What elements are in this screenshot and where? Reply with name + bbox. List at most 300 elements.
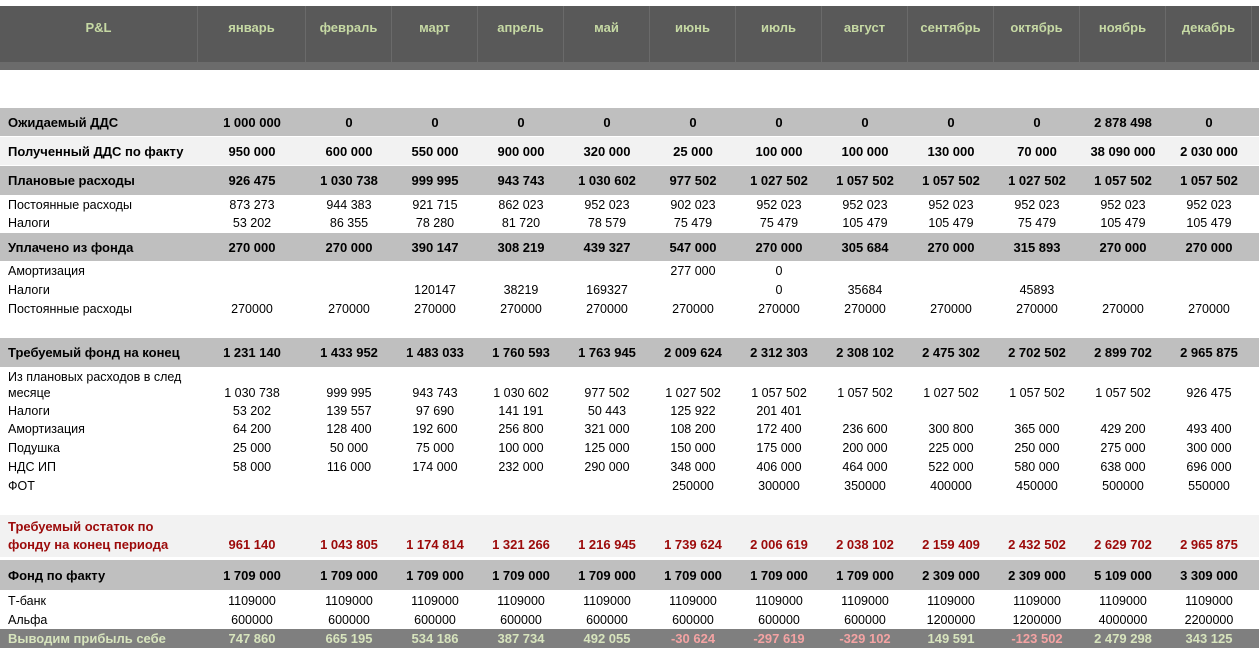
value-cell[interactable]: 300 000 (1186, 441, 1232, 455)
value-cell[interactable]: 97 690 (415, 403, 455, 418)
value-cell[interactable]: 600000 (231, 613, 273, 627)
value-cell[interactable]: 952 023 (584, 198, 630, 212)
month-header-12[interactable]: декабрь (1166, 6, 1252, 62)
value-cell[interactable]: 1109000 (1099, 594, 1147, 608)
value-cell[interactable]: 315 893 (1013, 239, 1061, 255)
value-cell[interactable]: 201 401 (756, 403, 802, 418)
value-cell[interactable]: 105 479 (1186, 216, 1232, 230)
value-cell[interactable]: 464 000 (842, 460, 888, 474)
row-label[interactable]: НДС ИП (8, 460, 56, 474)
value-cell[interactable]: 1 057 502 (922, 173, 980, 188)
table-row (0, 402, 1259, 419)
value-cell[interactable]: 1 709 000 (750, 567, 808, 583)
value-cell[interactable]: 0 (1205, 114, 1213, 130)
value-cell[interactable]: 130 000 (927, 143, 975, 159)
value-cell[interactable] (822, 402, 908, 419)
value-cell[interactable]: -329 102 (839, 631, 891, 646)
value-cell[interactable]: 2 432 502 (1008, 536, 1066, 552)
value-cell[interactable]: 169327 (586, 283, 628, 297)
value-cell[interactable]: 348 000 (670, 460, 716, 474)
value-cell[interactable]: 0 (689, 114, 697, 130)
value-cell[interactable]: 78 579 (587, 216, 627, 230)
value-cell[interactable]: 439 327 (583, 239, 631, 255)
value-cell[interactable]: 270000 (1188, 302, 1230, 316)
value-cell[interactable]: 2 309 000 (922, 567, 980, 583)
value-cell[interactable]: 139 557 (326, 403, 372, 418)
value-cell[interactable]: 1 027 502 (665, 386, 721, 400)
value-cell[interactable]: 275 000 (1100, 441, 1146, 455)
value-cell[interactable]: 2 030 000 (1180, 143, 1238, 159)
table-row (0, 629, 1259, 648)
value-cell[interactable]: 1109000 (497, 594, 545, 608)
value-cell[interactable]: 429 200 (1100, 422, 1146, 436)
value-cell[interactable]: 600000 (758, 613, 800, 627)
value-cell[interactable]: 952 023 (756, 198, 802, 212)
value-cell[interactable]: 926 475 (1186, 386, 1232, 400)
month-header-6[interactable]: июнь (650, 6, 736, 62)
value-cell[interactable]: 270000 (328, 302, 370, 316)
value-cell[interactable]: 172 400 (756, 422, 802, 436)
value-cell[interactable]: 944 383 (326, 198, 372, 212)
value-cell[interactable]: 950 000 (228, 143, 276, 159)
value-cell[interactable]: 450000 (1016, 479, 1058, 493)
value-cell[interactable]: 2 038 102 (836, 536, 894, 552)
value-cell[interactable]: 116 000 (326, 460, 372, 474)
value-cell[interactable] (198, 477, 306, 495)
table-row (0, 420, 1259, 438)
row-label[interactable]: Т-банк (8, 594, 46, 608)
value-cell[interactable]: 270000 (1016, 302, 1058, 316)
value-cell[interactable]: 1 057 502 (836, 173, 894, 188)
value-cell[interactable]: 2 475 302 (922, 345, 980, 360)
value-cell[interactable]: 873 273 (229, 198, 275, 212)
value-cell[interactable] (564, 262, 650, 280)
value-cell[interactable]: 232 000 (498, 460, 544, 474)
value-cell[interactable]: 547 000 (669, 239, 717, 255)
row-label[interactable]: Налоги (8, 216, 50, 230)
value-cell[interactable]: 1 057 502 (1009, 386, 1065, 400)
value-cell[interactable]: 0 (345, 114, 353, 130)
row-label[interactable]: Фонд по факту (8, 567, 106, 583)
value-cell[interactable]: 128 400 (326, 422, 372, 436)
value-cell[interactable]: 1 763 945 (578, 345, 636, 360)
value-cell[interactable]: 943 743 (497, 173, 545, 188)
value-cell[interactable]: 1109000 (228, 594, 276, 608)
value-cell[interactable]: 1 709 000 (406, 567, 464, 583)
value-cell[interactable]: 400000 (930, 479, 972, 493)
value-cell[interactable] (908, 262, 994, 280)
value-cell[interactable]: 2 702 502 (1008, 345, 1066, 360)
value-cell[interactable]: 926 475 (228, 173, 276, 188)
value-cell[interactable]: 2 899 702 (1094, 345, 1152, 360)
value-cell[interactable]: 977 502 (584, 386, 630, 400)
table-row (0, 338, 1259, 367)
value-cell[interactable]: 100 000 (498, 441, 544, 455)
value-cell[interactable]: 665 195 (325, 631, 373, 646)
value-cell[interactable]: 2 965 875 (1180, 536, 1238, 552)
row-label[interactable]: Требуемый фонд на конец (8, 345, 180, 360)
value-cell[interactable] (306, 262, 392, 280)
value-cell[interactable]: 600000 (414, 613, 456, 627)
value-cell[interactable]: 1 433 952 (320, 345, 378, 360)
value-cell[interactable]: 100 000 (755, 143, 803, 159)
value-cell[interactable]: 1 760 593 (492, 345, 550, 360)
value-cell[interactable]: 225 000 (928, 441, 974, 455)
value-cell[interactable]: 0 (861, 114, 869, 130)
value-cell[interactable]: 1200000 (1012, 613, 1062, 627)
value-cell[interactable]: 1109000 (1185, 594, 1233, 608)
value-cell[interactable]: 256 800 (498, 422, 544, 436)
value-cell[interactable]: 290 000 (584, 460, 630, 474)
value-cell[interactable]: 35684 (847, 283, 883, 297)
value-cell[interactable]: 0 (517, 114, 525, 130)
row-label[interactable]: Постоянные расходы (8, 198, 132, 212)
value-cell[interactable] (650, 281, 736, 299)
value-cell[interactable]: 1 709 000 (492, 567, 550, 583)
value-cell[interactable]: 58 000 (232, 460, 272, 474)
value-cell[interactable]: 1 057 502 (1180, 173, 1238, 188)
value-cell[interactable]: 600000 (672, 613, 714, 627)
value-cell[interactable]: 308 219 (497, 239, 545, 255)
value-cell[interactable]: 270000 (758, 302, 800, 316)
value-cell[interactable]: 1 043 805 (320, 536, 378, 552)
value-cell[interactable]: 108 200 (670, 422, 716, 436)
value-cell[interactable]: 902 023 (670, 198, 716, 212)
value-cell[interactable]: 81 720 (501, 216, 541, 230)
value-cell[interactable]: 350000 (844, 479, 886, 493)
value-cell[interactable]: 2200000 (1184, 613, 1234, 627)
value-cell[interactable]: 1200000 (926, 613, 976, 627)
value-cell[interactable]: 45893 (1019, 283, 1055, 297)
value-cell[interactable] (392, 262, 478, 280)
value-cell[interactable]: 2 309 000 (1008, 567, 1066, 583)
value-cell[interactable]: 2 009 624 (664, 345, 722, 360)
value-cell[interactable]: 1 709 000 (320, 567, 378, 583)
value-cell[interactable] (1080, 402, 1166, 419)
value-cell[interactable]: 141 191 (498, 403, 544, 418)
value-cell[interactable] (822, 262, 908, 280)
row-label[interactable]: Амортизация (8, 264, 85, 278)
value-cell[interactable]: 1109000 (325, 594, 373, 608)
table-row (0, 233, 1259, 261)
value-cell[interactable]: 390 147 (411, 239, 459, 255)
value-cell[interactable]: 1 709 000 (664, 567, 722, 583)
value-cell[interactable]: 105 479 (1100, 216, 1146, 230)
value-cell[interactable]: 270000 (500, 302, 542, 316)
month-header-5[interactable]: май (564, 6, 650, 62)
table-row (0, 368, 1259, 401)
value-cell[interactable]: -297 619 (753, 631, 805, 646)
value-cell[interactable]: -30 624 (670, 631, 716, 646)
value-cell[interactable]: 64 200 (232, 422, 272, 436)
value-cell[interactable]: 86 355 (329, 216, 369, 230)
header-separator (0, 62, 1259, 70)
value-cell[interactable]: 100 000 (841, 143, 889, 159)
value-cell[interactable] (1166, 281, 1252, 299)
value-cell[interactable]: 580 000 (1014, 460, 1060, 474)
value-cell[interactable]: 2 006 619 (750, 536, 808, 552)
value-cell[interactable]: 1 057 502 (1095, 386, 1151, 400)
value-cell[interactable]: 492 055 (583, 631, 631, 646)
value-cell[interactable]: 943 743 (412, 386, 458, 400)
row-label[interactable]: Налоги (8, 403, 50, 418)
value-cell[interactable]: 270000 (414, 302, 456, 316)
value-cell[interactable]: 75 479 (759, 216, 799, 230)
month-header-9[interactable]: сентябрь (908, 6, 994, 62)
value-cell[interactable]: 270000 (231, 302, 273, 316)
value-cell[interactable]: 125 000 (584, 441, 630, 455)
value-cell[interactable] (994, 262, 1080, 280)
value-cell[interactable]: 1 057 502 (751, 386, 807, 400)
value-cell[interactable]: 1 057 502 (1094, 173, 1152, 188)
row-label[interactable]: Ожидаемый ДДС (8, 114, 119, 130)
value-cell[interactable]: 320 000 (583, 143, 631, 159)
value-cell[interactable] (994, 402, 1080, 419)
value-cell[interactable]: 2 159 409 (922, 536, 980, 552)
value-cell[interactable]: 53 202 (232, 403, 272, 418)
value-cell[interactable]: 270 000 (1099, 239, 1147, 255)
value-cell[interactable]: 900 000 (497, 143, 545, 159)
value-cell[interactable]: 250000 (672, 479, 714, 493)
value-cell[interactable] (306, 281, 392, 299)
value-cell[interactable]: 0 (1033, 114, 1041, 130)
value-cell[interactable]: 952 023 (928, 198, 974, 212)
value-cell[interactable]: 1109000 (669, 594, 717, 608)
row-label[interactable]: ФОТ (8, 479, 35, 493)
value-cell[interactable]: 921 715 (412, 198, 458, 212)
value-cell[interactable] (198, 281, 306, 299)
table-row (0, 281, 1259, 299)
value-cell[interactable]: 1 709 000 (223, 567, 281, 583)
value-cell[interactable]: 105 479 (842, 216, 888, 230)
value-cell[interactable]: 600 000 (325, 143, 373, 159)
value-cell[interactable]: 2 312 303 (750, 345, 808, 360)
month-header-11[interactable]: ноябрь (1080, 6, 1166, 62)
value-cell[interactable] (908, 402, 994, 419)
value-cell[interactable]: 1109000 (583, 594, 631, 608)
value-cell[interactable]: 270 000 (325, 239, 373, 255)
value-cell[interactable]: 75 000 (415, 441, 455, 455)
value-cell[interactable]: 25 000 (673, 143, 713, 159)
value-cell[interactable]: 862 023 (498, 198, 544, 212)
value-cell[interactable]: 270000 (586, 302, 628, 316)
value-cell[interactable]: 1 030 602 (493, 386, 549, 400)
value-cell[interactable]: 387 734 (497, 631, 545, 646)
value-cell[interactable]: 1 027 502 (750, 173, 808, 188)
value-cell[interactable]: 270000 (930, 302, 972, 316)
value-cell[interactable]: 500000 (1102, 479, 1144, 493)
value-cell[interactable]: 1 231 140 (223, 345, 281, 360)
table-row (0, 439, 1259, 457)
row-label[interactable]: Полученный ДДС по факту (8, 143, 184, 159)
value-cell[interactable]: 961 140 (228, 536, 276, 552)
value-cell[interactable]: 149 591 (927, 631, 975, 646)
value-cell[interactable] (478, 477, 564, 495)
value-cell[interactable]: 125 922 (670, 403, 716, 418)
row-label[interactable]: Уплачено из фонда (8, 239, 134, 255)
month-header-2[interactable]: февраль (306, 6, 392, 62)
value-cell[interactable]: 1 483 033 (406, 345, 464, 360)
value-cell[interactable]: 5 109 000 (1094, 567, 1152, 583)
value-cell[interactable]: 600000 (844, 613, 886, 627)
value-cell[interactable]: 50 000 (329, 441, 369, 455)
value-cell[interactable]: 70 000 (1017, 143, 1057, 159)
value-cell[interactable]: 50 443 (587, 403, 627, 418)
value-cell[interactable]: 3 309 000 (1180, 567, 1238, 583)
value-cell[interactable]: 550 000 (411, 143, 459, 159)
value-cell[interactable]: 952 023 (1100, 198, 1146, 212)
table-row (0, 300, 1259, 318)
value-cell[interactable]: 200 000 (842, 441, 888, 455)
table-row (0, 458, 1259, 476)
value-cell[interactable]: 600000 (500, 613, 542, 627)
value-cell[interactable]: 105 479 (928, 216, 974, 230)
value-cell[interactable]: 2 629 702 (1094, 536, 1152, 552)
value-cell[interactable]: 270 000 (755, 239, 803, 255)
value-cell[interactable]: 534 186 (411, 631, 459, 646)
value-cell[interactable] (478, 262, 564, 280)
value-cell[interactable]: 270 000 (1185, 239, 1233, 255)
value-cell[interactable]: 1109000 (411, 594, 459, 608)
value-cell[interactable]: 270 000 (228, 239, 276, 255)
value-cell[interactable]: 38219 (503, 283, 539, 297)
value-cell[interactable]: 638 000 (1100, 460, 1146, 474)
value-cell[interactable]: 1 216 945 (578, 536, 636, 552)
value-cell[interactable]: 305 684 (841, 239, 889, 255)
row-label[interactable]: Выводим прибыль себе (8, 631, 166, 646)
row-label[interactable]: Подушка (8, 441, 60, 455)
value-cell[interactable]: 1 709 000 (836, 567, 894, 583)
value-cell[interactable]: 270000 (672, 302, 714, 316)
value-cell[interactable]: 321 000 (584, 422, 630, 436)
value-cell[interactable]: 550000 (1188, 479, 1230, 493)
value-cell[interactable]: 2 308 102 (836, 345, 894, 360)
value-cell[interactable]: 999 995 (326, 386, 372, 400)
value-cell[interactable]: 406 000 (756, 460, 802, 474)
month-header-1[interactable]: январь (198, 6, 306, 62)
value-cell[interactable]: 270000 (844, 302, 886, 316)
value-cell[interactable]: 365 000 (1014, 422, 1060, 436)
value-cell[interactable]: 696 000 (1186, 460, 1232, 474)
value-cell[interactable]: 1 030 602 (578, 173, 636, 188)
value-cell[interactable]: 300000 (758, 479, 800, 493)
value-cell[interactable] (1166, 262, 1252, 280)
value-cell[interactable]: 120147 (414, 283, 456, 297)
value-cell[interactable]: 0 (603, 114, 611, 130)
value-cell[interactable] (198, 262, 306, 280)
value-cell[interactable]: 0 (775, 283, 783, 297)
value-cell[interactable]: 1109000 (927, 594, 975, 608)
value-cell[interactable]: 2 878 498 (1094, 114, 1152, 130)
value-cell[interactable]: 1 030 738 (320, 173, 378, 188)
value-cell[interactable]: 236 600 (842, 422, 888, 436)
value-cell[interactable]: 522 000 (928, 460, 974, 474)
value-cell[interactable]: 174 000 (412, 460, 458, 474)
value-cell[interactable]: 1 030 738 (224, 386, 280, 400)
pnl-title-cell[interactable]: P&L (0, 6, 198, 62)
value-cell[interactable]: 78 280 (415, 216, 455, 230)
value-cell[interactable]: 1 174 814 (406, 536, 464, 552)
value-cell[interactable]: 1109000 (755, 594, 803, 608)
value-cell[interactable]: -123 502 (1011, 631, 1063, 646)
value-cell[interactable]: 952 023 (842, 198, 888, 212)
value-cell[interactable]: 4000000 (1098, 613, 1148, 627)
value-cell[interactable]: 600000 (328, 613, 370, 627)
table-row (0, 137, 1259, 165)
value-cell[interactable]: 1 057 502 (837, 386, 893, 400)
value-cell[interactable] (564, 477, 650, 495)
table-row (0, 611, 1259, 629)
value-cell[interactable] (908, 281, 994, 299)
value-cell[interactable]: 1 739 624 (664, 536, 722, 552)
value-cell[interactable] (392, 477, 478, 495)
value-cell[interactable]: 999 995 (411, 173, 459, 188)
row-label[interactable]: Амортизация (8, 422, 85, 436)
value-cell[interactable]: 600000 (586, 613, 628, 627)
value-cell[interactable]: 977 502 (669, 173, 717, 188)
row-label[interactable]: Из плановых расходов в след месяце (8, 369, 182, 400)
month-header-3[interactable]: март (392, 6, 478, 62)
row-label[interactable]: Требуемый остаток по фонду на конец периода (8, 519, 169, 552)
value-cell[interactable]: 1 027 502 (923, 386, 979, 400)
value-cell[interactable]: 270 000 (927, 239, 975, 255)
row-label[interactable]: Альфа (8, 613, 48, 627)
value-cell[interactable]: 38 090 000 (1090, 143, 1156, 159)
value-cell[interactable]: 300 800 (928, 422, 974, 436)
month-header-8[interactable]: август (822, 6, 908, 62)
value-cell[interactable]: 1 000 000 (223, 114, 281, 130)
value-cell[interactable]: 747 860 (228, 631, 276, 646)
value-cell[interactable]: 952 023 (1014, 198, 1060, 212)
month-header-7[interactable]: июль (736, 6, 822, 62)
value-cell[interactable]: 175 000 (756, 441, 802, 455)
value-cell[interactable]: 1 321 266 (492, 536, 550, 552)
value-cell[interactable] (1080, 281, 1166, 299)
value-cell[interactable]: 2 479 298 (1094, 631, 1152, 646)
value-cell[interactable]: 952 023 (1186, 198, 1232, 212)
month-header-10[interactable]: октябрь (994, 6, 1080, 62)
row-label[interactable]: Налоги (8, 283, 50, 297)
value-cell[interactable]: 277 000 (670, 264, 716, 278)
row-label[interactable]: Плановые расходы (8, 173, 135, 188)
value-cell[interactable] (306, 477, 392, 495)
value-cell[interactable]: 0 (775, 264, 783, 278)
value-cell[interactable]: 1109000 (1013, 594, 1061, 608)
value-cell[interactable] (1080, 262, 1166, 280)
value-cell[interactable]: 250 000 (1014, 441, 1060, 455)
row-label[interactable]: Постоянные расходы (8, 302, 132, 316)
value-cell[interactable]: 75 479 (673, 216, 713, 230)
value-cell[interactable]: 192 600 (412, 422, 458, 436)
month-header-4[interactable]: апрель (478, 6, 564, 62)
table-row (0, 166, 1259, 195)
value-cell[interactable] (1166, 402, 1252, 419)
value-cell[interactable]: 1 709 000 (578, 567, 636, 583)
value-cell[interactable]: 53 202 (232, 216, 272, 230)
value-cell[interactable]: 0 (431, 114, 439, 130)
value-cell[interactable]: 1 027 502 (1008, 173, 1066, 188)
value-cell[interactable]: 150 000 (670, 441, 716, 455)
value-cell[interactable]: 0 (775, 114, 783, 130)
value-cell[interactable]: 1109000 (841, 594, 889, 608)
value-cell[interactable]: 25 000 (232, 441, 272, 455)
value-cell[interactable]: 270000 (1102, 302, 1144, 316)
value-cell[interactable]: 2 965 875 (1180, 345, 1238, 360)
value-cell[interactable]: 343 125 (1185, 631, 1233, 646)
value-cell[interactable]: 0 (947, 114, 955, 130)
value-cell[interactable]: 75 479 (1017, 216, 1057, 230)
value-cell[interactable]: 493 400 (1186, 422, 1232, 436)
